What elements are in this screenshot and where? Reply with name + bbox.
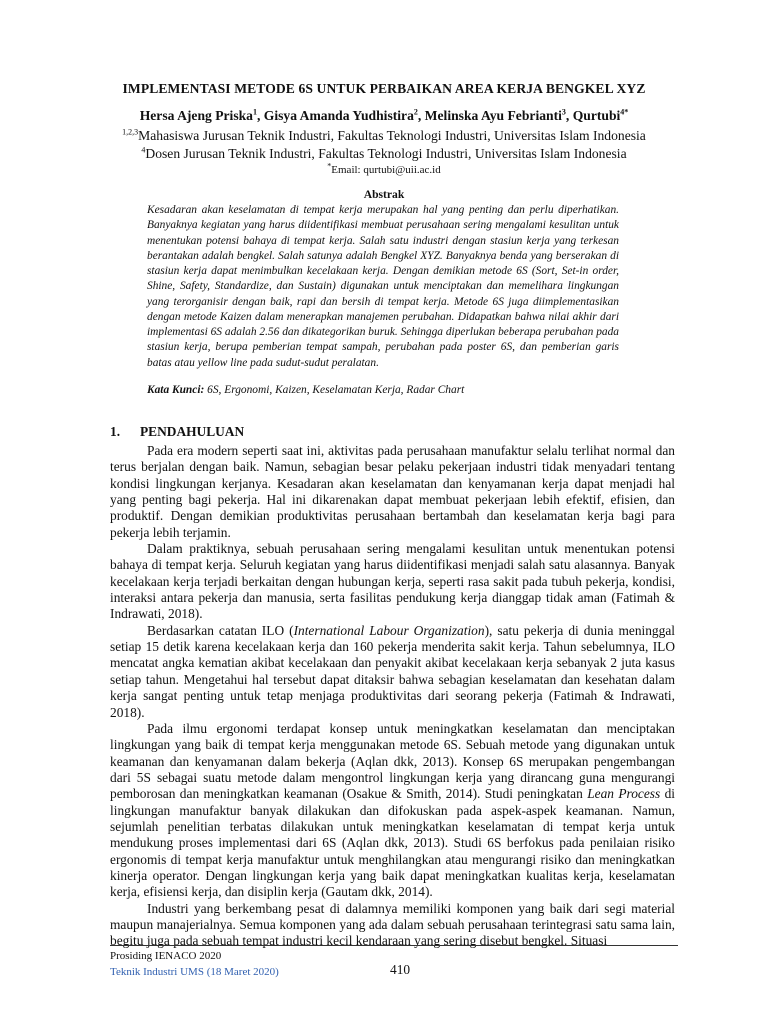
email-sup: * — [327, 161, 332, 171]
paragraph-segment: Pada ilmu ergonomi terdapat konsep untuk meningkatkan keselamatan dan menciptakan lingkungan yang baik di tempat kerja menggunakan metode 6S. Sebuah metode yang digunakan untuk keamanan dan kenyamanan dalam bekerja (Aqlan dkk, 2013). Konsep 6S merupakan pengembangan dari 5S sebagai suatu metode dalam mengontrol lingkungan kerja yang dirancang guna mengurangi pemborosan dan meningkatkan keamanan (Osakue & Smith, 2014). Studi peningkatan — [110, 720, 675, 802]
paragraph-emphasis: Lean Process — [587, 786, 661, 802]
author-name: Qurtubi — [572, 108, 621, 123]
paragraph-segment: Berdasarkan catatan ILO ( — [147, 622, 294, 638]
paper-title: IMPLEMENTASI METODE 6S UNTUK PERBAIKAN AREA KERJA BENGKEL XYZ — [122, 81, 646, 96]
section-number: 1. — [110, 424, 121, 439]
author-sup: 4* — [620, 107, 629, 117]
email-text: Email: qurtubi@uii.ac.id — [331, 164, 441, 176]
footer-proceeding: Prosiding IENACO 2020 — [110, 950, 222, 962]
footer-divider — [110, 945, 678, 946]
footer-event: Teknik Industri UMS (18 Maret 2020) — [110, 966, 279, 978]
author-list: Hersa Ajeng Priska$^1$, Gisya Amanda Yudhistira$^2$, Melinska Ayu Febrianti$^3$, Qurtubi$^{4*}$ — [139, 107, 629, 123]
affiliation-text: Mahasiswa Jurusan Teknik Industri, Fakultas Teknologi Industri, Universitas Islam Indonesia — [138, 128, 646, 143]
page-number: 410 — [390, 962, 411, 977]
affiliation-lecturer — [0, 146, 768, 162]
author-sup: 1 — [252, 107, 257, 117]
affiliation-text: Dosen Jurusan Teknik Industri, Fakultas Teknologi Industri, Universitas Islam Indonesia — [145, 146, 627, 161]
abstract-heading: Abstrak — [363, 188, 405, 201]
paragraph-segment: ), satu pekerja di dunia meninggal setiap 15 detik karena kecelakaan kerja dan 160 pekerja menderita sakit kerja. Tahun sebelumnya, ILO mencatat angka kematian akibat kecelakaan dan penyakit akibat kecelakaan kerja sebanyak 2 juta kasus setiap tahun. Mengetahui hal tersebut dapat ditaksir bahwa sebagian keselamatan dan kesehatan dalam kerja sangat penting untuk tetap menjaga produktivitas dari seorang pekerja (Fatimah & Indrawati, 2018). — [110, 622, 675, 720]
author-sup: 3 — [561, 107, 566, 117]
keywords-label: Kata Kunci: — [147, 384, 205, 396]
affiliation-students — [0, 128, 768, 144]
body-text — [110, 443, 675, 950]
paragraph-segment: di lingkungan manufaktur banyak dilakukan dan difokuskan pada aspek-aspek keamanan. Namun, sejumlah penelitian terbatas dilakukan untuk meningkatkan keselamatan di tempat kerja untuk mendukung proses implementasi dari 6S (Aqlan dkk, 2013). Studi 6S berfokus pada penilaian risiko ergonomis di tempat kerja manufaktur untuk menghilangkan atau mengurangi risiko dan meningkatkan kinerja operator. Dengan lingkungan kerja yang baik dapat meningkatkan kualitas kerja, keselamatan kerja, efisiensi kerja, dan disiplin kerja (Gautam dkk, 2014). — [110, 786, 676, 900]
keywords-list: 6S, Ergonomi, Kaizen, Keselamatan Kerja, Radar Chart — [207, 384, 465, 396]
abstract-text: Kesadaran akan keselamatan di tempat kerja merupakan hal yang penting dan perlu diperhatikan. Banyaknya kegiatan yang harus diidentifikasi membuat perusahaan sering mengalami kesulitan untuk menentukan potensi bahaya di tempat kerja. Salah satu industri dengan stasiun kerja yang terkesan berantakan adalah bengkel. Salah satunya adalah Bengkel XYZ. Banyaknya benda yang berserakan di stasiun kerja dapat menimbulkan kecelakaan kerja. Dengan demikian metode 6S (Sort, Set-in order, Shine, Safety, Standardize, dan Sustain) digunakan untuk menciptakan dan memelihara lingkungan yang terorganisir dengan baik, rapi dan bersih di tempat kerja. Metode 6S juga diimplementasikan dengan metode Kaizen dalam menerapkan manajemen perubahan. Didapatkan bahwa nilai akhir dari implementasi 6S adalah 2.56 dan dikategorikan buruk. Sehingga diperlukan beberapa perubahan pada stasiun kerja, berupa pemberian tempat sampah, perubahan pada poster 6S, dan pemberian garis batas atau yellow line pada sudut-sudut peralatan. — [147, 204, 619, 369]
author-sup: 2 — [413, 107, 418, 117]
author-name: Hersa Ajeng Priska — [139, 108, 253, 123]
paragraph — [110, 623, 675, 721]
section-heading — [110, 424, 244, 440]
paragraph: Industri yang berkembang pesat di dalamnya memiliki komponen yang baik dari segi material maupun manajerialnya. Semua komponen yang ada dalam sebuah perusahaan terintegrasi satu sama lain, begitu juga pada sebuah tempat industri kecil kendaraan yang sering disebut bengkel. Situasi — [110, 900, 675, 949]
paragraph: Dalam praktiknya, sebuah perusahaan sering mengalami kesulitan untuk menentukan potensi bahaya di tempat kerja. Seluruh kegiatan yang harus diidentifikasi menjadi salah satu alasannya. Banyak kecelakaan kerja terjadi berkaitan dengan hubungan kerja, seperti rasa sakit pada tubuh pekerja, kondisi, interaksi antara pekerja dan manusia, serta fasilitas pendukung kerja dianggap tidak aman (Fatimah & Indrawati, 2018). — [110, 541, 675, 622]
author-name: Melinska Ayu Febrianti — [424, 108, 562, 123]
affiliation-sup: 1,2,3 — [122, 127, 139, 137]
paragraph-emphasis: International Labour Organization — [293, 622, 485, 638]
keywords — [147, 384, 619, 396]
affiliation-sup: 4 — [141, 145, 146, 155]
section-title: PENDAHULUAN — [140, 424, 245, 439]
author-name: Gisya Amanda Yudhistira — [263, 108, 414, 123]
paragraph: Pada era modern seperti saat ini, aktivitas pada perusahaan manufaktur selalu terlihat normal dan terus berjalan dengan baik. Namun, sebagian besar pelaku pekerjaan industri tidak menyadari tentang kondisi lingkungan kerjanya. Kesadaran akan keselamatan dan kenyamanan kerja dapat menjadi hal yang penting bagi pekerja. Hal ini dikarenakan dapat membuat pekerjaan lebih efektif, efisien, dan produktif. Dengan demikian produktivitas perusahaan bertambah dan keselamatan kerja bagi para pekerja lebih terjamin. — [110, 443, 675, 540]
corresponding-email — [0, 161, 768, 176]
paragraph — [110, 721, 675, 901]
